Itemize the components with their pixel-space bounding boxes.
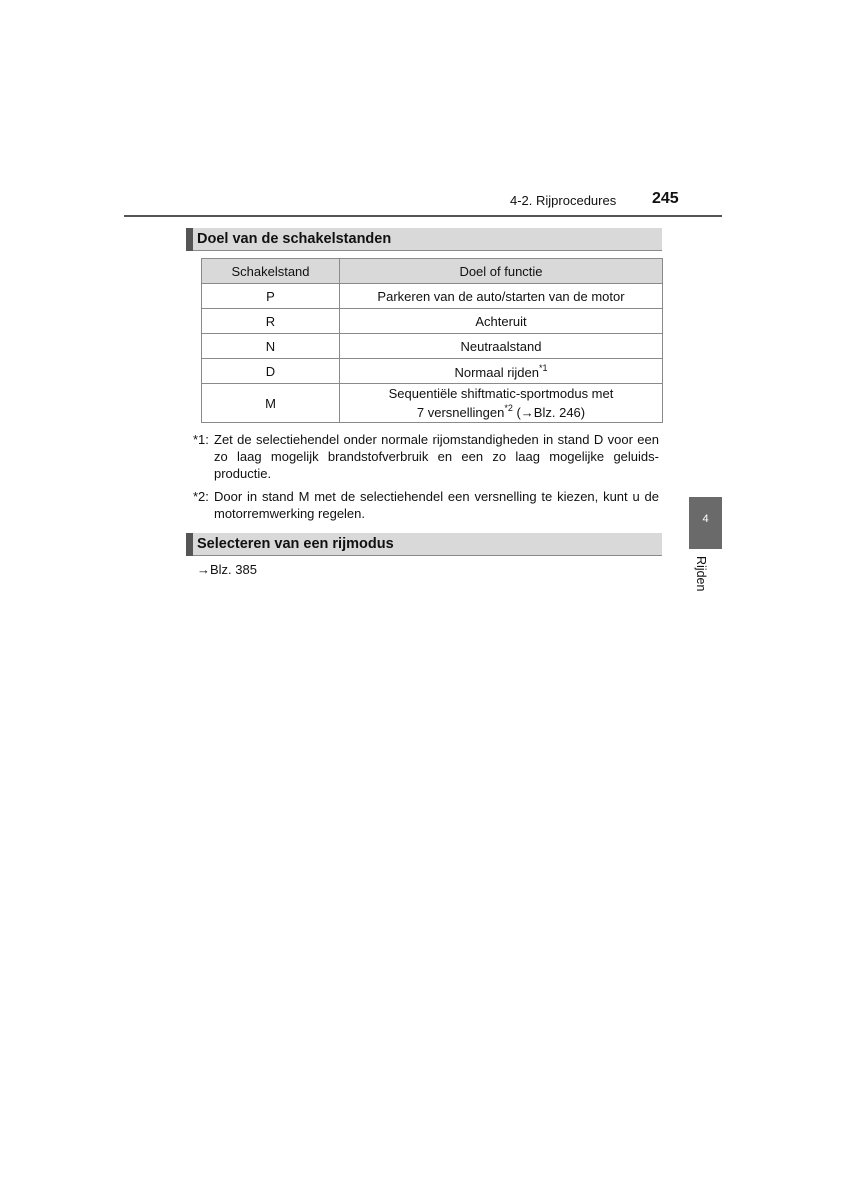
section-title: Selecteren van een rijmodus: [197, 536, 394, 552]
cell-function: Neutraalstand: [340, 334, 663, 359]
page-reference-link[interactable]: →Blz. 385: [197, 562, 257, 577]
column-header-position: Schakelstand: [202, 259, 340, 284]
section-marker: [186, 533, 193, 556]
cell-position: N: [202, 334, 340, 359]
section-title: Doel van de schakelstanden: [197, 231, 392, 247]
column-header-function: Doel of functie: [340, 259, 663, 284]
cell-function: Parkeren van de auto/starten van de motor: [340, 284, 663, 309]
footnote-ref: *2: [504, 403, 513, 413]
footnote-1: [193, 431, 659, 482]
cell-position: R: [202, 309, 340, 334]
table-row: [202, 384, 663, 423]
cell-function: [340, 359, 663, 384]
cell-function: Achteruit: [340, 309, 663, 334]
table-row: [202, 284, 663, 309]
section-heading-shift-positions: [186, 228, 662, 251]
footnote-ref: *1: [539, 362, 548, 373]
header-rule: [124, 215, 722, 217]
function-text: Normaal rijden: [454, 364, 540, 380]
table-header-row: [202, 259, 663, 284]
footnote-mark: *1:: [193, 432, 209, 447]
function-text-line2: 7 versnellingen: [416, 405, 505, 420]
page-number: 245: [652, 190, 679, 207]
cell-position: M: [202, 384, 340, 423]
shift-position-table: [201, 258, 663, 423]
footnote-text: Zet de selectiehendel onder normale rijomstandigheden in stand D voor een zo laag mogelijk brandstofverbruik en een zo laag mogelijke geluidsproductie.: [214, 432, 659, 481]
chapter-tab: 4: [689, 497, 722, 549]
section-marker: [186, 228, 193, 251]
footnote-mark: *2:: [193, 489, 209, 504]
page-reference: (→Blz. 246): [512, 405, 586, 420]
table-row: [202, 334, 663, 359]
table-row: [202, 309, 663, 334]
cell-position: P: [202, 284, 340, 309]
section-heading-drive-mode: [186, 533, 662, 556]
header-section-title: 4-2. Rijprocedures: [510, 193, 617, 208]
table-row: [202, 359, 663, 384]
cell-function: [340, 384, 663, 423]
function-text-line1: Sequentiële shiftmatic-sportmodus met: [388, 386, 614, 401]
footnote-text: Door in stand M met de selectiehendel een versnelling te kiezen, kunt u de motorremwerking regelen.: [214, 489, 659, 521]
cell-position: D: [202, 359, 340, 384]
footnote-2: [193, 488, 659, 522]
chapter-label: Rijden: [694, 556, 708, 592]
